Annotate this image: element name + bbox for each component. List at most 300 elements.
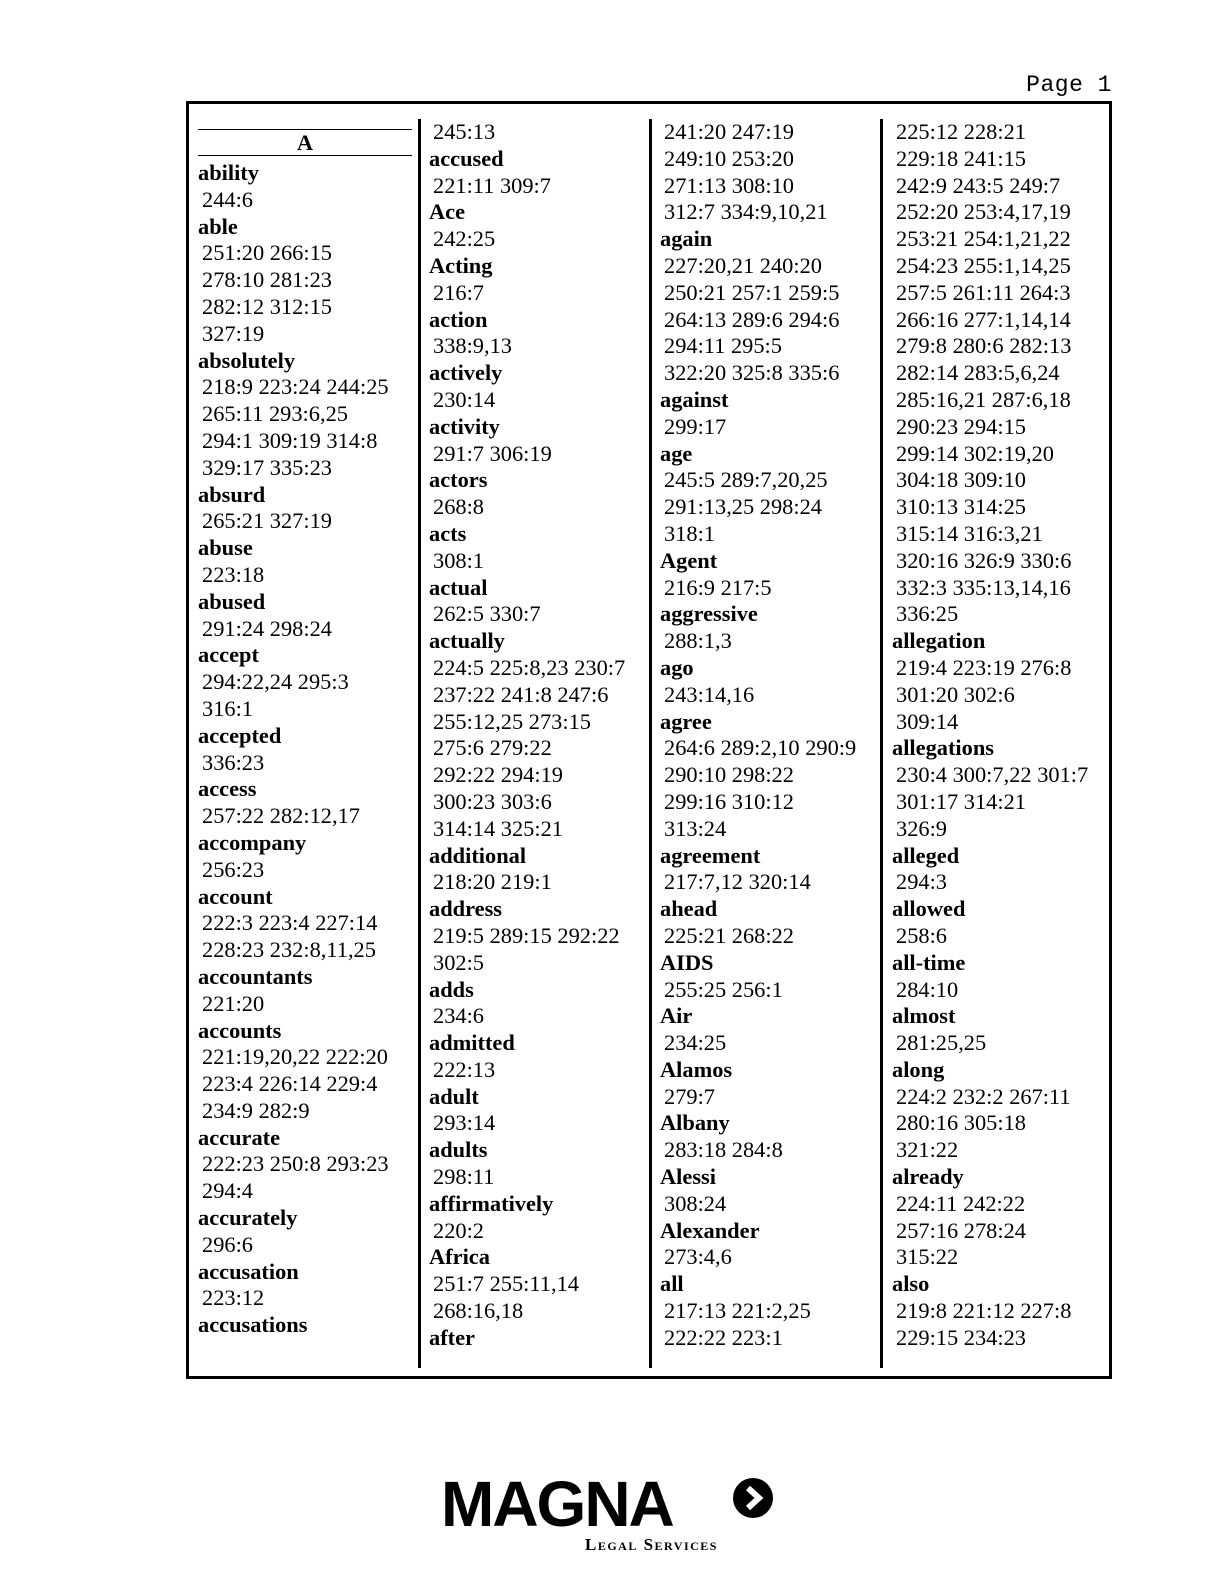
index-page-line-refs (198, 240, 412, 347)
ref-line: 234:9 282:9 (202, 1097, 310, 1123)
ref-line: 221:20 (202, 990, 265, 1016)
ref-line: 318:1 (664, 520, 716, 546)
index-page-line-refs (198, 803, 412, 830)
index-page-line-refs (660, 575, 874, 602)
index-page-line-refs (429, 441, 643, 468)
index-entry (660, 601, 874, 655)
ref-line: 219:5 289:15 292:22 (433, 922, 620, 948)
ref-line: 221:19,20,22 222:20 (202, 1044, 388, 1070)
index-entry (660, 548, 874, 602)
index-term: able (198, 213, 238, 239)
ref-line: 321:22 (896, 1137, 959, 1163)
ref-line: 278:10 281:23 (202, 267, 332, 293)
index-term: accusation (198, 1258, 299, 1284)
ref-line: 299:17 (664, 413, 727, 439)
index-entry (892, 950, 1106, 1004)
index-entry (660, 387, 874, 441)
index-term: allegations (892, 735, 995, 761)
index-entry (660, 1271, 874, 1351)
index-page-line-refs (198, 562, 412, 589)
index-page-line-refs (660, 1030, 874, 1057)
ref-line: 312:7 334:9,10,21 (664, 199, 828, 225)
index-entry (429, 575, 643, 629)
ref-line: 279:8 280:6 282:13 (896, 333, 1072, 359)
index-term: accountants (198, 963, 313, 989)
ref-line: 294:3 (896, 869, 948, 895)
index-entry (429, 977, 643, 1031)
ref-line: 315:14 316:3,21 (896, 520, 1043, 546)
index-page-line-refs (660, 1084, 874, 1111)
index-page-line-refs (198, 374, 412, 481)
index-page-line-refs (892, 1030, 1106, 1057)
ref-line: 301:17 314:21 (896, 788, 1026, 814)
index-term: accused (429, 145, 504, 171)
ref-line: 265:21 327:19 (202, 508, 332, 534)
index-entry (660, 709, 874, 843)
index-page-line-refs (429, 869, 643, 896)
index-page-line-refs (892, 923, 1106, 950)
index-term: all (660, 1271, 684, 1297)
index-page-line-refs (429, 1110, 643, 1137)
ref-line: 224:5 225:8,23 230:7 (433, 654, 626, 680)
index-page-line-refs (198, 1232, 412, 1259)
index-entry (198, 884, 412, 964)
ref-line: 299:16 310:12 (664, 788, 794, 814)
ref-line: 300:23 303:6 (433, 788, 552, 814)
index-page-line-refs (892, 119, 1106, 628)
index-term: alleged (892, 842, 960, 868)
index-entry (198, 1125, 412, 1205)
ref-line: 298:11 (433, 1164, 495, 1190)
index-entry (660, 843, 874, 897)
ref-line: 258:6 (896, 922, 948, 948)
index-entry (429, 1084, 643, 1138)
ref-line: 291:7 306:19 (433, 440, 552, 466)
ref-line: 244:6 (202, 186, 254, 212)
ref-line: 225:12 228:21 (896, 119, 1026, 144)
index-entry (198, 1205, 412, 1259)
index-page-line-refs (429, 333, 643, 360)
index-term: all-time (892, 949, 966, 975)
index-term: AIDS (660, 949, 714, 975)
index-page-line-refs (892, 1191, 1106, 1271)
ref-line: 251:7 255:11,14 (433, 1271, 579, 1297)
index-entry (892, 1057, 1106, 1164)
index-entry (660, 1218, 874, 1272)
ref-line: 338:9,13 (433, 333, 512, 359)
index-term: accepted (198, 722, 282, 748)
ref-line: 264:6 289:2,10 290:9 (664, 735, 857, 761)
index-page-line-refs (198, 991, 412, 1018)
ref-line: 218:9 223:24 244:25 (202, 374, 389, 400)
ref-line: 281:25,25 (896, 1030, 987, 1056)
ref-line: 294:4 (202, 1178, 254, 1204)
index-entry (892, 735, 1106, 842)
index-term: agreement (660, 842, 761, 868)
index-letter-heading: A (198, 129, 412, 156)
ref-line: 237:22 241:8 247:6 (433, 681, 609, 707)
ref-line: 241:20 247:19 (664, 119, 794, 144)
index-page-line-refs (429, 494, 643, 521)
index-page-line-refs (660, 1137, 874, 1164)
index-term: actively (429, 360, 503, 386)
index-term: accurate (198, 1124, 281, 1150)
index-term: Alessi (660, 1164, 716, 1190)
index-entry (429, 360, 643, 414)
index-term: actual (429, 574, 488, 600)
ref-line: 257:16 278:24 (896, 1217, 1026, 1243)
index-page-line-refs (198, 669, 412, 723)
ref-line: 336:25 (896, 601, 959, 627)
ref-line: 308:1 (433, 547, 485, 573)
ref-line: 224:11 242:22 (896, 1190, 1026, 1216)
index-page-line-refs (429, 923, 643, 977)
index-entry (198, 160, 412, 214)
index-page-line-refs (660, 628, 874, 655)
ref-line: 280:16 305:18 (896, 1110, 1026, 1136)
index-term: aggressive (660, 601, 758, 627)
index-term: activity (429, 413, 500, 439)
index-entry (660, 1057, 874, 1111)
index-page-line-refs (429, 173, 643, 200)
index-entry (429, 1191, 643, 1245)
index-term: Ace (429, 199, 466, 225)
ref-line: 218:20 219:1 (433, 869, 552, 895)
ref-line: 228:23 232:8,11,25 (202, 937, 376, 963)
logo-subtitle: Legal Services (585, 1535, 718, 1554)
index-term: already (892, 1164, 964, 1190)
index-entry (660, 950, 874, 1004)
index-entry (198, 723, 412, 777)
index-term: allegation (892, 628, 986, 654)
index-term: adults (429, 1137, 488, 1163)
index-term: accurately (198, 1205, 298, 1231)
ref-line: 308:24 (664, 1190, 727, 1216)
index-page-line-refs (429, 1164, 643, 1191)
index-page-line-refs (429, 119, 643, 146)
index-page-line-refs (429, 1003, 643, 1030)
index-entry (198, 1259, 412, 1313)
column-divider (880, 119, 883, 1368)
ref-line: 219:8 221:12 227:8 (896, 1298, 1072, 1324)
index-term: Acting (429, 252, 493, 278)
index-page-line-refs (429, 548, 643, 575)
ref-line: 294:1 309:19 314:8 (202, 427, 378, 453)
ref-line: 314:14 325:21 (433, 815, 563, 841)
ref-line: 222:13 (433, 1056, 496, 1082)
ref-line: 282:12 312:15 (202, 293, 332, 319)
ref-line: 229:18 241:15 (896, 145, 1026, 171)
index-entry (660, 655, 874, 709)
ref-line: 255:12,25 273:15 (433, 708, 591, 734)
index-term: also (892, 1271, 930, 1297)
index-term: after (429, 1324, 475, 1350)
ref-line: 223:4 226:14 229:4 (202, 1071, 378, 1097)
index-entry (429, 307, 643, 361)
index-term: absolutely (198, 347, 296, 373)
index-page-line-refs (198, 1285, 412, 1312)
index-column-3 (660, 119, 874, 1368)
index-term: Air (660, 1003, 693, 1029)
ref-line: 225:21 268:22 (664, 922, 794, 948)
ref-line: 242:9 243:5 249:7 (896, 172, 1061, 198)
ref-line: 222:22 223:1 (664, 1324, 783, 1350)
ref-line: 291:24 298:24 (202, 615, 332, 641)
ref-line: 288:1,3 (664, 628, 732, 654)
index-entry (198, 1312, 412, 1339)
index-entry (892, 896, 1106, 950)
index-term: acts (429, 520, 467, 546)
ref-line: 282:14 283:5,6,24 (896, 360, 1060, 386)
index-page-line-refs (198, 616, 412, 643)
ref-line: 322:20 325:8 335:6 (664, 360, 840, 386)
ref-line: 219:4 223:19 276:8 (896, 654, 1072, 680)
index-entry (429, 253, 643, 307)
ref-line: 296:6 (202, 1231, 254, 1257)
index-page-line-refs (660, 1298, 874, 1352)
ref-line: 220:2 (433, 1217, 485, 1243)
index-page-line-refs (660, 1191, 874, 1218)
index-entry (892, 628, 1106, 735)
ref-line: 285:16,21 287:6,18 (896, 386, 1071, 412)
index-term: along (892, 1056, 945, 1082)
ref-line: 292:22 294:19 (433, 762, 563, 788)
index-entry (429, 1244, 643, 1324)
index-page-line-refs (429, 1057, 643, 1084)
index-term: almost (892, 1003, 956, 1029)
index-page-line-refs (429, 1218, 643, 1245)
index-term: absurd (198, 481, 266, 507)
index-term: against (660, 386, 729, 412)
ref-line: 268:8 (433, 494, 485, 520)
index-term: Alamos (660, 1056, 733, 1082)
index-page-line-refs (892, 1298, 1106, 1352)
index-entry (198, 776, 412, 830)
ref-line: 223:18 (202, 561, 265, 587)
ref-line: 271:13 308:10 (664, 172, 794, 198)
index-page-line-refs (198, 1044, 412, 1124)
index-entry (660, 1003, 874, 1057)
ref-line: 294:22,24 295:3 (202, 669, 349, 695)
index-page-line-refs (892, 977, 1106, 1004)
ref-line: 257:5 261:11 264:3 (896, 279, 1071, 305)
index-page-line-refs (198, 1151, 412, 1205)
ref-line: 257:22 282:12,17 (202, 803, 360, 829)
index-page-line-refs (429, 655, 643, 843)
index-term: abused (198, 588, 266, 614)
index-term: actors (429, 467, 488, 493)
index-term: affirmatively (429, 1190, 554, 1216)
ref-line: 265:11 293:6,25 (202, 401, 348, 427)
index-entry (198, 642, 412, 722)
index-entry (429, 896, 643, 976)
ref-line: 290:10 298:22 (664, 762, 794, 788)
ref-line: 243:14,16 (664, 681, 755, 707)
index-term: adult (429, 1083, 479, 1109)
index-term: Agent (660, 547, 718, 573)
index-page-line-refs (429, 226, 643, 253)
ref-line: 245:13 (433, 119, 496, 144)
index-page-line-refs (660, 869, 874, 896)
index-page-line-refs (660, 414, 874, 441)
index-entry (660, 119, 874, 226)
ref-line: 301:20 302:6 (896, 681, 1015, 707)
logo-wordmark: MAGNA (441, 1468, 673, 1540)
index-entry (660, 1164, 874, 1218)
index-term: adds (429, 976, 474, 1002)
ref-line: 223:12 (202, 1285, 265, 1311)
index-term: Albany (660, 1110, 730, 1136)
ref-line: 245:5 289:7,20,25 (664, 467, 828, 493)
index-term: admitted (429, 1030, 515, 1056)
index-entry (892, 119, 1106, 628)
index-page-line-refs (892, 762, 1106, 842)
ref-line: 227:20,21 240:20 (664, 252, 822, 278)
ref-line: 254:23 255:1,14,25 (896, 252, 1071, 278)
ref-line: 326:9 (896, 815, 948, 841)
index-page-line-refs (429, 601, 643, 628)
ref-line: 279:7 (664, 1083, 716, 1109)
ref-line: 275:6 279:22 (433, 735, 552, 761)
index-term: accusations (198, 1312, 308, 1338)
index-entry (429, 843, 643, 897)
index-term: age (660, 440, 693, 466)
ref-line: 242:25 (433, 226, 496, 252)
ref-line: 250:21 257:1 259:5 (664, 279, 840, 305)
index-page-line-refs (429, 1271, 643, 1325)
index-page-line-refs (660, 735, 874, 842)
index-term: agree (660, 708, 712, 734)
index-page-line-refs (660, 119, 874, 226)
index-page-line-refs (198, 508, 412, 535)
index-entry (892, 1003, 1106, 1057)
index-entry (892, 843, 1106, 897)
index-page-line-refs (198, 910, 412, 964)
ref-line: 234:6 (433, 1003, 485, 1029)
ref-line: 310:13 314:25 (896, 494, 1026, 520)
index-entry (429, 628, 643, 842)
index-entry (892, 1164, 1106, 1271)
ref-line: 268:16,18 (433, 1298, 524, 1324)
ref-line: 294:11 295:5 (664, 333, 782, 359)
index-entry (429, 1137, 643, 1191)
index-entry (660, 1110, 874, 1164)
index-term: address (429, 896, 502, 922)
ref-line: 252:20 253:4,17,19 (896, 199, 1071, 225)
column-divider (649, 119, 652, 1368)
index-page-line-refs (660, 467, 874, 547)
ref-line: 316:1 (202, 695, 254, 721)
index-entry (660, 226, 874, 387)
index-entry (429, 467, 643, 521)
index-term: again (660, 226, 713, 252)
ref-line: 234:25 (664, 1030, 727, 1056)
index-entry (198, 964, 412, 1018)
index-column-4 (892, 119, 1106, 1368)
index-entry (198, 535, 412, 589)
index-term: Alexander (660, 1217, 760, 1243)
index-page-line-refs (660, 253, 874, 387)
index-entry (429, 414, 643, 468)
index-page-line-refs (429, 387, 643, 414)
ref-line: 293:14 (433, 1110, 496, 1136)
ref-line: 336:23 (202, 749, 265, 775)
ref-line: 313:24 (664, 815, 727, 841)
index-entry (429, 119, 643, 146)
index-term: ability (198, 160, 259, 185)
index-entry (660, 441, 874, 548)
index-term: action (429, 306, 488, 332)
column-divider (418, 119, 421, 1368)
ref-line: 283:18 284:8 (664, 1137, 783, 1163)
ref-line: 262:5 330:7 (433, 601, 541, 627)
ref-line: 320:16 326:9 330:6 (896, 547, 1072, 573)
index-entry (198, 830, 412, 884)
index-page-line-refs (892, 1084, 1106, 1164)
index-term: abuse (198, 535, 253, 561)
ref-line: 327:19 (202, 320, 265, 346)
arrow-circle-icon (733, 1478, 773, 1518)
index-page-line-refs (892, 655, 1106, 735)
index-entry (429, 1325, 643, 1352)
index-column-1 (198, 119, 412, 1368)
index-page-line-refs (660, 977, 874, 1004)
ref-line: 253:21 254:1,21,22 (896, 226, 1071, 252)
ref-line: 329:17 335:23 (202, 454, 332, 480)
index-term: accounts (198, 1017, 282, 1043)
index-term: accompany (198, 829, 307, 855)
ref-line: 255:25 256:1 (664, 976, 783, 1002)
ref-line: 251:20 266:15 (202, 240, 332, 266)
index-page-line-refs (660, 1244, 874, 1271)
index-entry (198, 482, 412, 536)
index-page-line-refs (198, 857, 412, 884)
ref-line: 273:4,6 (664, 1244, 732, 1270)
ref-line: 304:18 309:10 (896, 467, 1026, 493)
index-page-line-refs (198, 750, 412, 777)
index-page-line-refs (660, 682, 874, 709)
ref-line: 302:5 (433, 949, 485, 975)
index-entry (429, 146, 643, 200)
index-term: ahead (660, 896, 718, 922)
ref-line: 224:2 232:2 267:11 (896, 1083, 1071, 1109)
index-term: accept (198, 642, 259, 668)
index-term: Africa (429, 1244, 490, 1270)
ref-line: 217:7,12 320:14 (664, 869, 811, 895)
ref-line: 290:23 294:15 (896, 413, 1026, 439)
index-term: actually (429, 628, 505, 654)
index-page-line-refs (429, 280, 643, 307)
ref-line: 266:16 277:1,14,14 (896, 306, 1071, 332)
magna-logo (441, 1468, 781, 1562)
index-entry (892, 1271, 1106, 1351)
word-index-box (186, 101, 1112, 1379)
ref-line: 221:11 309:7 (433, 172, 551, 198)
ref-line: 230:14 (433, 386, 496, 412)
ref-line: 222:3 223:4 227:14 (202, 910, 378, 936)
ref-line: 291:13,25 298:24 (664, 494, 822, 520)
index-page-line-refs (892, 869, 1106, 896)
index-entry (198, 348, 412, 482)
ref-line: 216:9 217:5 (664, 574, 772, 600)
index-entry (198, 214, 412, 348)
index-column-2 (429, 119, 643, 1368)
ref-line: 315:22 (896, 1244, 959, 1270)
index-entry (429, 1030, 643, 1084)
index-entry (198, 589, 412, 643)
ref-line: 217:13 221:2,25 (664, 1298, 811, 1324)
index-page-line-refs (660, 923, 874, 950)
